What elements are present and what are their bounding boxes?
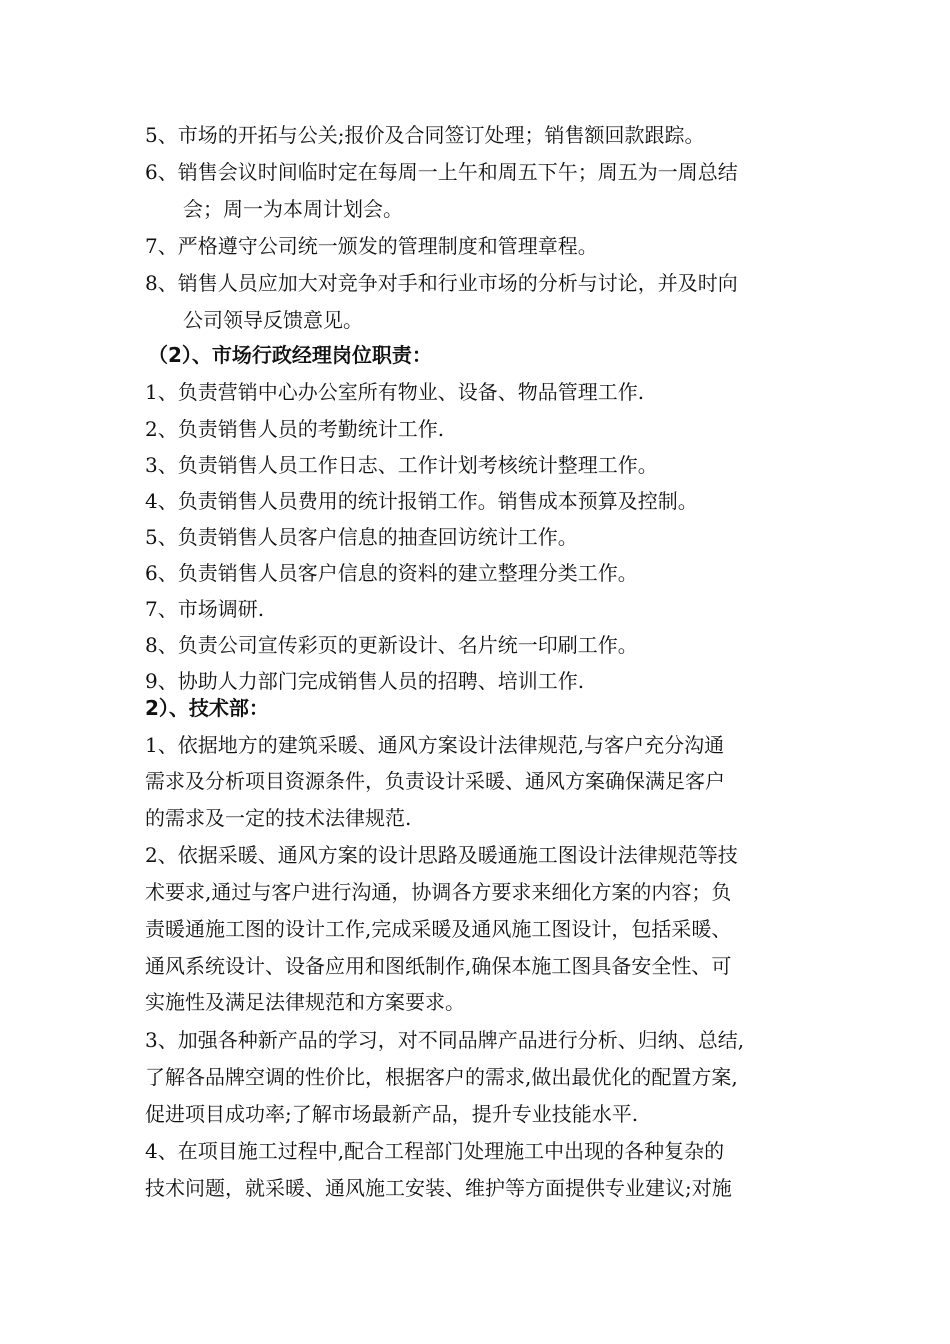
text-line: 责暖通施工图的设计工作,完成采暖及通风施工图设计，包括采暖、 [145, 917, 732, 941]
text-line: 4、在项目施工过程中,配合工程部门处理施工中出现的各种复杂的 [145, 1139, 725, 1163]
text-line: 6、负责销售人员客户信息的资料的建立整理分类工作。 [145, 561, 638, 585]
text-line: 7、市场调研. [145, 597, 265, 621]
section-heading: （2）、市场行政经理岗位职责： [148, 343, 432, 367]
text-line: 6、销售会议时间临时定在每周一上午和周五下午；周五为一周总结 [145, 160, 738, 184]
text-line: 8、负责公司宣传彩页的更新设计、名片统一印刷工作。 [145, 633, 638, 657]
section-heading: 2）、技术部： [145, 696, 269, 720]
text-line: 技术问题，就采暖、通风施工安装、维护等方面提供专业建议;对施 [145, 1176, 732, 1200]
text-line: 通风系统设计、设备应用和图纸制作,确保本施工图具备安全性、可 [145, 954, 732, 978]
text-line: 需求及分析项目资源条件，负责设计采暖、通风方案确保满足客户 [145, 769, 725, 793]
text-line: 实施性及满足法律规范和方案要求。 [145, 990, 465, 1014]
text-line: 7、严格遵守公司统一颁发的管理制度和管理章程。 [145, 234, 598, 258]
text-line: 3、负责销售人员工作日志、工作计划考核统计整理工作。 [145, 453, 658, 477]
text-line: 2、负责销售人员的考勤统计工作. [145, 417, 445, 441]
text-line: 5、负责销售人员客户信息的抽查回访统计工作。 [145, 525, 578, 549]
text-line: 5、市场的开拓与公关;报价及合同签订处理；销售额回款跟踪。 [145, 123, 705, 147]
text-line: 了解各品牌空调的性价比，根据客户的需求,做出最优化的配置方案, [145, 1065, 738, 1089]
text-line: 1、依据地方的建筑采暖、通风方案设计法律规范,与客户充分沟通 [145, 733, 725, 757]
text-line: 9、协助人力部门完成销售人员的招聘、培训工作. [145, 669, 585, 693]
text-line: 3、加强各种新产品的学习，对不同品牌产品进行分析、归纳、总结, [145, 1028, 745, 1052]
text-line: 2、依据采暖、通风方案的设计思路及暖通施工图设计法律规范等技 [145, 843, 738, 867]
text-line: 的需求及一定的技术法律规范. [145, 806, 412, 830]
text-line: 公司领导反馈意见。 [183, 308, 363, 332]
text-line: 促进项目成功率;了解市场最新产品，提升专业技能水平. [145, 1102, 639, 1126]
text-line: 1、负责营销中心办公室所有物业、设备、物品管理工作. [145, 380, 645, 404]
text-line: 会；周一为本周计划会。 [183, 197, 403, 221]
text-line: 术要求,通过与客户进行沟通，协调各方要求来细化方案的内容；负 [145, 880, 732, 904]
text-line: 4、负责销售人员费用的统计报销工作。销售成本预算及控制。 [145, 489, 698, 513]
text-line: 8、销售人员应加大对竞争对手和行业市场的分析与讨论，并及时向 [145, 271, 738, 295]
